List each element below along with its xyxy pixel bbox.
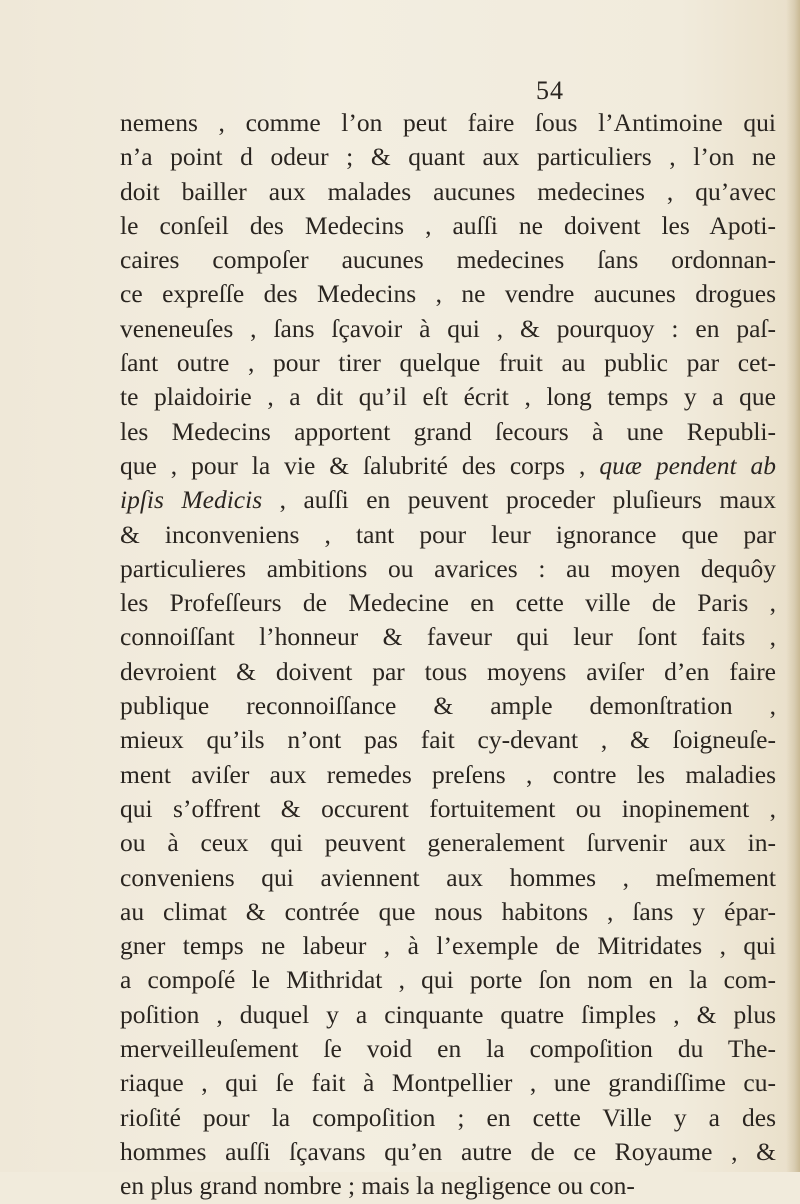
latin-italic-phrase: ipſis Medicis xyxy=(120,485,263,515)
text-line: qui s’offrent & occurent fortuitement ou inopinement , xyxy=(120,793,776,823)
text-line: & inconveniens , tant pour leur ignorance que par xyxy=(120,519,776,549)
page-number: 54 xyxy=(536,76,564,105)
text-line: n’a point d odeur ; & quant aux particuliers , l’on ne xyxy=(120,142,776,172)
text-line: les Profeſſeurs de Medecine en cette ville de Paris , xyxy=(120,588,776,618)
latin-italic-phrase: quæ pendent ab xyxy=(599,450,776,480)
text-line: ment aviſer aux remedes preſens , contre les maladies xyxy=(120,759,776,789)
text-line: gner temps ne labeur , à l’exemple de Mitridates , qui xyxy=(120,931,776,961)
text-line: les Medecins apportent grand ſecours à une Republi- xyxy=(120,416,776,446)
text-line: poſition , duquel y a cinquante quatre ſimples , & plus xyxy=(120,999,776,1029)
text-line: ſant outre , pour tirer quelque fruit au public par cet- xyxy=(120,348,776,378)
text-line: veneneuſes , ſans ſçavoir à qui , & pourquoy : en paſ- xyxy=(120,313,776,343)
text-line: hommes auſſi ſçavans qu’en autre de ce Royaume , & xyxy=(120,1136,776,1166)
text-line: ce expreſſe des Medecins , ne vendre aucunes drogues xyxy=(120,279,776,309)
text-line xyxy=(120,483,776,517)
text-segment: que , pour la vie & ſalubrité des corps , xyxy=(120,450,600,480)
text-segment: , auſſi en peuvent proceder pluſieurs maux xyxy=(262,485,776,515)
text-line: publique reconnoiſſance & ample demonſtration , xyxy=(120,691,776,721)
text-line: doit bailler aux malades aucunes medecines , qu’avec xyxy=(120,176,776,206)
text-line: connoiſſant l’honneur & faveur qui leur ſont faits , xyxy=(120,622,776,652)
text-line: particulieres ambitions ou avarices : au moyen dequôy xyxy=(120,553,776,583)
text-line: nemens , comme l’on peut faire ſous l’Antimoine qui xyxy=(120,108,776,137)
text-line: rioſité pour la compoſition ; en cette Ville y a des xyxy=(120,1102,776,1132)
text-line: mieux qu’ils n’ont pas fait cy-devant , & ſoigneuſe- xyxy=(120,725,776,755)
text-line: ou à ceux qui peuvent generalement ſurvenir aux in- xyxy=(120,828,776,858)
text-line: caires compoſer aucunes medecines ſans ordonnan- xyxy=(120,245,776,275)
text-line: merveilleuſement ſe void en la compoſition du The- xyxy=(120,1034,776,1064)
text-line: a compoſé le Mithridat , qui porte ſon nom en la com- xyxy=(120,965,776,995)
text-line: riaque , qui ſe fait à Montpellier , une grandiſſime cu- xyxy=(120,1068,776,1098)
body-text xyxy=(120,106,776,1204)
text-line: conveniens qui aviennent aux hommes , meſmement xyxy=(120,862,776,892)
page-edge-shadow xyxy=(786,0,800,1172)
text-line: au climat & contrée que nous habitons , ſans y épar- xyxy=(120,896,776,926)
text-line xyxy=(120,449,776,483)
text-line: le conſeil des Medecins , auſſi ne doivent les Apoti- xyxy=(120,210,776,240)
text-line: devroient & doivent par tous moyens aviſer d’en faire xyxy=(120,656,776,686)
text-line: te plaidoirie , a dit qu’il eſt écrit , long temps y a que xyxy=(120,382,776,412)
text-line: en plus grand nombre ; mais la negligence ou con- xyxy=(120,1171,635,1201)
